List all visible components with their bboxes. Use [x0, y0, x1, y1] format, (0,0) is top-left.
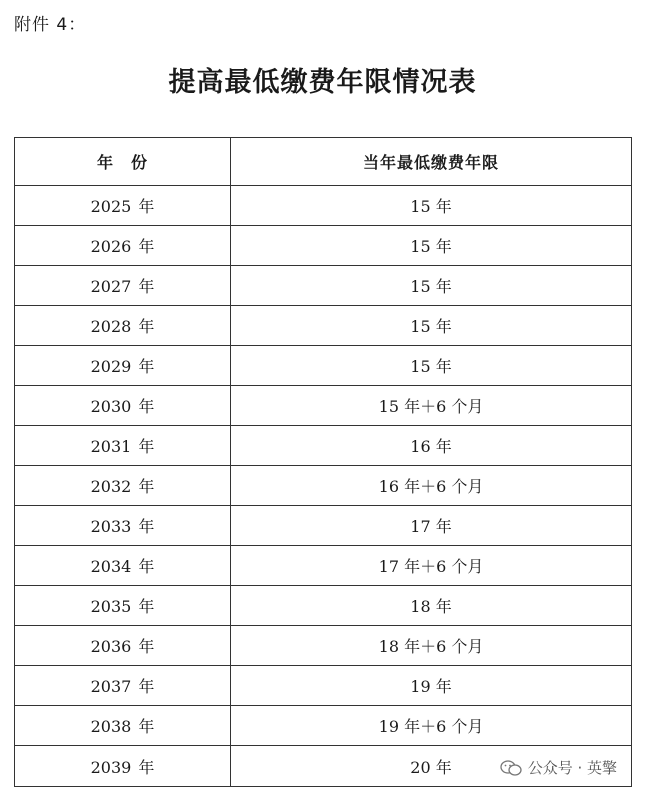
- cell-min-contribution-years: 18 年＋6 个月: [231, 626, 632, 666]
- table-header-row: [15, 138, 632, 186]
- cell-year: 2034 年: [15, 546, 231, 586]
- cell-min-contribution-years: 20 年: [231, 746, 632, 787]
- table-row: [15, 346, 632, 386]
- cell-year: 2029 年: [15, 346, 231, 386]
- table-row: [15, 426, 632, 466]
- page-title: 提高最低缴费年限情况表: [168, 67, 477, 98]
- cell-year: 2026 年: [15, 226, 231, 266]
- cell-year: 2031 年: [15, 426, 231, 466]
- cell-year: 2025 年: [15, 186, 231, 226]
- cell-year: 2038 年: [15, 706, 231, 746]
- cell-year: 2033 年: [15, 506, 231, 546]
- cell-min-contribution-years: 15 年: [231, 266, 632, 306]
- wechat-icon: [500, 759, 522, 777]
- cell-min-contribution-years: 16 年＋6 个月: [231, 466, 632, 506]
- cell-year: 2030 年: [15, 386, 231, 426]
- table-row: [15, 506, 632, 546]
- cell-min-contribution-years: 15 年: [231, 226, 632, 266]
- table-row: [15, 706, 632, 746]
- table-row: [15, 306, 632, 346]
- cell-year: 2039 年: [15, 746, 231, 787]
- table-row: [15, 226, 632, 266]
- watermark: [496, 755, 621, 780]
- table-row: [15, 586, 632, 626]
- cell-year: 2037 年: [15, 666, 231, 706]
- attachment-label: 附件 4：: [14, 15, 87, 35]
- cell-year: 2035 年: [15, 586, 231, 626]
- table-row: [15, 186, 632, 226]
- cell-min-contribution-years: 17 年: [231, 506, 632, 546]
- cell-min-contribution-years: 19 年: [231, 666, 632, 706]
- table-row: [15, 386, 632, 426]
- table-row: [15, 626, 632, 666]
- cell-year: 2036 年: [15, 626, 231, 666]
- cell-min-contribution-years: 17 年＋6 个月: [231, 546, 632, 586]
- column-header-limit: 当年最低缴费年限: [231, 138, 632, 186]
- cell-min-contribution-years: 15 年: [231, 186, 632, 226]
- watermark-text: 公众号 · 英擎: [527, 759, 617, 777]
- table-body: [15, 186, 632, 787]
- cell-min-contribution-years: 19 年＋6 个月: [231, 706, 632, 746]
- contribution-limit-table: [14, 137, 632, 787]
- cell-min-contribution-years: 15 年: [231, 346, 632, 386]
- cell-year: 2027 年: [15, 266, 231, 306]
- cell-min-contribution-years: 15 年: [231, 306, 632, 346]
- cell-min-contribution-years: 18 年: [231, 586, 632, 626]
- cell-min-contribution-years: 15 年＋6 个月: [231, 386, 632, 426]
- table-row: [15, 546, 632, 586]
- cell-year: 2032 年: [15, 466, 231, 506]
- column-header-year: 年 份: [15, 138, 231, 186]
- table-row: [15, 466, 632, 506]
- cell-year: 2028 年: [15, 306, 231, 346]
- cell-min-contribution-years: 16 年: [231, 426, 632, 466]
- table-row: [15, 266, 632, 306]
- table-row: [15, 666, 632, 706]
